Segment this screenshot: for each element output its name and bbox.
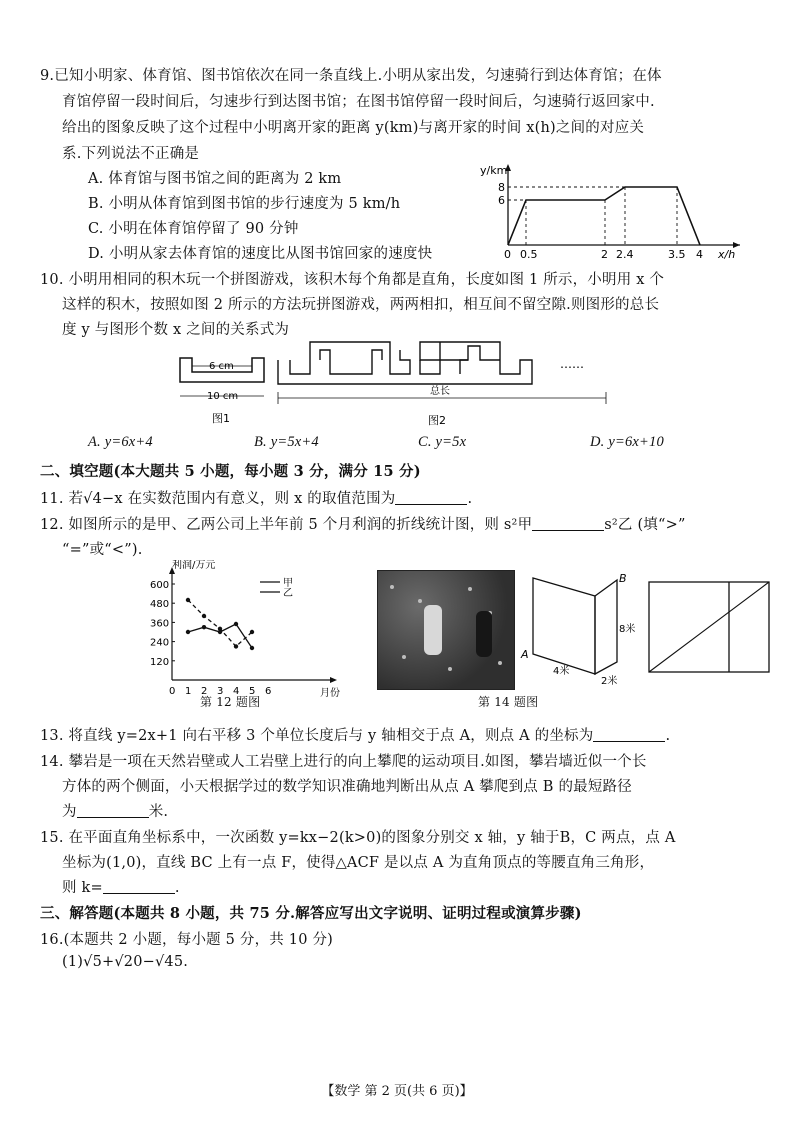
q9-option-d: D. 小明从家去体育馆的速度比从图书馆回家的速度快: [88, 246, 433, 262]
chart-x-tick-label: 2: [201, 686, 208, 697]
q10-fig2-dots: ……: [560, 357, 584, 371]
hold-dot: [468, 587, 472, 591]
hold-dot: [448, 667, 452, 671]
chart-y-tick-label: 480: [150, 599, 170, 611]
q10-option-b: B. y=5x+4: [254, 434, 319, 450]
hold-dot: [498, 661, 502, 665]
q11-answer-blank[interactable]: [395, 490, 467, 505]
q14-line-2: 方体的两个侧面，小天根据学过的数学知识准确地判断出从点 A 攀爬到点 B 的最短路径: [62, 779, 632, 795]
section-2-heading: 二、填空题(本大题共 5 小题，每小题 3 分，满分 15 分): [40, 463, 421, 480]
chart-point: [234, 622, 238, 626]
q9-x-tick-2: 2: [601, 248, 608, 261]
chart-point: [250, 630, 254, 634]
q14-wall-figure: [515, 570, 635, 688]
q12-line-1: [40, 513, 686, 534]
chart-legend-label: 乙: [283, 588, 293, 599]
chart-point: [186, 630, 190, 634]
chart-x-arrow-icon: [330, 677, 337, 683]
chart-y-tick-label: 240: [150, 637, 170, 649]
q10-fig2-blocks-a: [290, 342, 410, 374]
q10-line-1: 10. 小明用相同的积木玩一个拼图游戏，该积木每个角都是直角，长度如图 1 所示，小明用 x 个: [40, 272, 665, 288]
q15-after: .: [174, 880, 180, 896]
chart-x-tick-label: 4: [233, 686, 240, 697]
q13-text: [40, 724, 670, 745]
q15-answer-blank[interactable]: [103, 879, 175, 894]
q11-before: 11. 若√4−x 在实数范围内有意义，则 x 的取值范围为: [40, 491, 396, 507]
chart-point: [234, 644, 238, 648]
q14-after: 米.: [148, 804, 169, 820]
hold-dot: [390, 585, 394, 589]
q10-fig1-outer-label: 10 cm: [207, 391, 239, 402]
q12-line-2: “=”或“<”).: [62, 542, 143, 558]
q12-line-chart: [142, 560, 347, 710]
climber-figure: [424, 605, 442, 655]
q12-before: 12. 如图所示的是甲、乙两公司上半年前 5 个月利润的折线统计图，则 s²甲: [40, 517, 533, 533]
chart-point: [202, 614, 206, 618]
chart-point: [218, 627, 222, 631]
q11-after: .: [467, 491, 473, 507]
q9-option-a: A. 体育馆与图书馆之间的距离为 2 km: [88, 171, 342, 187]
q9-y-tick-8: 8: [498, 181, 505, 194]
q10-option-a: A. y=6x+4: [88, 434, 153, 450]
q11-text: [40, 487, 472, 508]
q9-y-label: y/km: [480, 164, 508, 177]
hold-dot: [402, 655, 406, 659]
q10-fig1-caption: 图1: [212, 412, 230, 425]
q13-after: .: [665, 728, 671, 744]
q9-x-tick-05: 0.5: [520, 248, 538, 261]
q14-unfolded-figure: [645, 578, 775, 678]
chart-x-tick-label: 1: [185, 686, 192, 697]
q9-x-tick-35: 3.5: [668, 248, 686, 261]
q12-answer-blank[interactable]: [532, 516, 604, 531]
chart-x-tick-label: 6: [265, 686, 272, 697]
chart-x-tick-label: 3: [217, 686, 224, 697]
wall-len-4: 4米: [553, 666, 570, 677]
q10-line-2: 这样的积木，按照如图 2 所示的方法玩拼图游戏，两两相扣，相互间不留空隙.则图形的总长: [62, 297, 660, 313]
q16-header: 16.(本题共 2 小题，每小题 5 分，共 10 分): [40, 932, 334, 948]
q15-before: 则 k=: [62, 880, 103, 896]
q14-line-3: [62, 800, 168, 821]
q9-option-c: C. 小明在体育馆停留了 90 分钟: [88, 221, 299, 237]
hold-dot: [418, 599, 422, 603]
q14-answer-blank[interactable]: [77, 803, 149, 818]
q12-after: s²乙 (填“>”: [604, 517, 686, 533]
q9-x-tick-24: 2.4: [616, 248, 634, 261]
q14-line-1: 14. 攀岩是一项在天然岩壁或人工岩壁上进行的向上攀爬的运动项目.如图，攀岩墙近似一个长: [40, 754, 647, 770]
q10-figure-1: [172, 350, 272, 430]
q9-line-2: 育馆停留一段时间后，匀速步行到达图书馆；在图书馆停留一段时间后，匀速骑行返回家中.: [62, 94, 655, 110]
chart-y-label: 利润/万元: [172, 560, 216, 571]
q9-line-4: 系.下列说法不正确是: [62, 146, 200, 162]
q10-option-c: C. y=5x: [418, 434, 467, 450]
q15-line-2: 坐标为(1,0)，直线 BC 上有一点 F，使得△ACF 是以点 A 为直角顶点的等腰直角三角形，: [62, 855, 655, 871]
q10-fig2-caption: 图2: [428, 414, 446, 427]
q10-fig2-total-label: 总长: [430, 386, 450, 397]
q15-line-1: 15. 在平面直角坐标系中，一次函数 y=kx−2(k>0)的图象分别交 x 轴，y 轴于B，C 两点，点 A: [40, 830, 676, 846]
q13-answer-blank[interactable]: [593, 727, 665, 742]
wall-left-face: [533, 578, 595, 674]
q10-line-3: 度 y 与图形个数 x 之间的关系式为: [62, 322, 290, 338]
climber-figure: [476, 611, 492, 657]
chart-series-line-2: [188, 600, 252, 646]
q9-distance-time-graph: [468, 160, 748, 265]
q9-x-tick-0: 0: [504, 248, 511, 261]
q9-line-3: 给出的图象反映了这个过程中小明离开家的距离 y(km)与离开家的时间 x(h)之间的对应关: [62, 120, 645, 136]
q9-graph-line: [508, 187, 700, 245]
q10-fig2-blocks-b: [320, 350, 382, 374]
q9-line-1: 9.已知小明家、体育馆、图书馆依次在同一条直线上.小明从家出发，匀速骑行到达体育馆；在体: [40, 68, 662, 84]
q10-figure-2: [270, 332, 620, 430]
q14-before: 为: [62, 804, 77, 820]
q10-fig2-blocks: [278, 342, 532, 384]
page-footer: 【数学 第 2 页(共 6 页)】: [321, 1084, 473, 1099]
chart-x-tick-label: 0: [169, 686, 176, 697]
chart-x-label: 月份: [320, 688, 340, 699]
section-3-heading: 三、解答题(本题共 8 小题，共 75 分.解答应写出文字说明、证明过程或演算步骤): [40, 905, 582, 922]
q14-caption: 第 14 题图: [478, 695, 539, 709]
wall-len-2: 2米: [601, 676, 618, 687]
wall-label-a: A: [521, 648, 529, 661]
q9-option-b: B. 小明从体育馆到图书馆的步行速度为 5 km/h: [88, 196, 401, 212]
wall-len-8: 8米: [619, 624, 635, 635]
q9-y-tick-6: 6: [498, 194, 505, 207]
chart-point: [186, 598, 190, 602]
chart-y-tick-label: 120: [150, 656, 170, 668]
q15-line-3: [62, 876, 180, 897]
chart-point: [202, 625, 206, 629]
q10-option-d: D. y=6x+10: [590, 434, 664, 450]
q10-fig2-blocks-c: [420, 342, 468, 374]
q9-x-tick-4: 4: [696, 248, 703, 261]
chart-point: [250, 646, 254, 650]
climbing-wall-photo: [377, 570, 515, 690]
unfolded-diagonal: [649, 582, 769, 672]
q10-fig1-inner-label: 6 cm: [209, 361, 234, 372]
wall-label-b: B: [619, 572, 627, 585]
wall-right-face: [595, 580, 617, 674]
chart-y-tick-label: 360: [150, 618, 170, 630]
q13-before: 13. 将直线 y=2x+1 向右平移 3 个单位长度后与 y 轴相交于点 A，则点 A 的坐标为: [40, 728, 594, 744]
chart-legend-label: 甲: [283, 578, 293, 589]
q12-caption: 第 12 题图: [200, 695, 261, 709]
q16-part-1: (1)√5+√20−√45.: [62, 954, 189, 970]
chart-y-tick-label: 600: [150, 580, 170, 591]
q9-x-label: x/h: [718, 248, 736, 261]
chart-x-tick-label: 5: [249, 686, 256, 697]
